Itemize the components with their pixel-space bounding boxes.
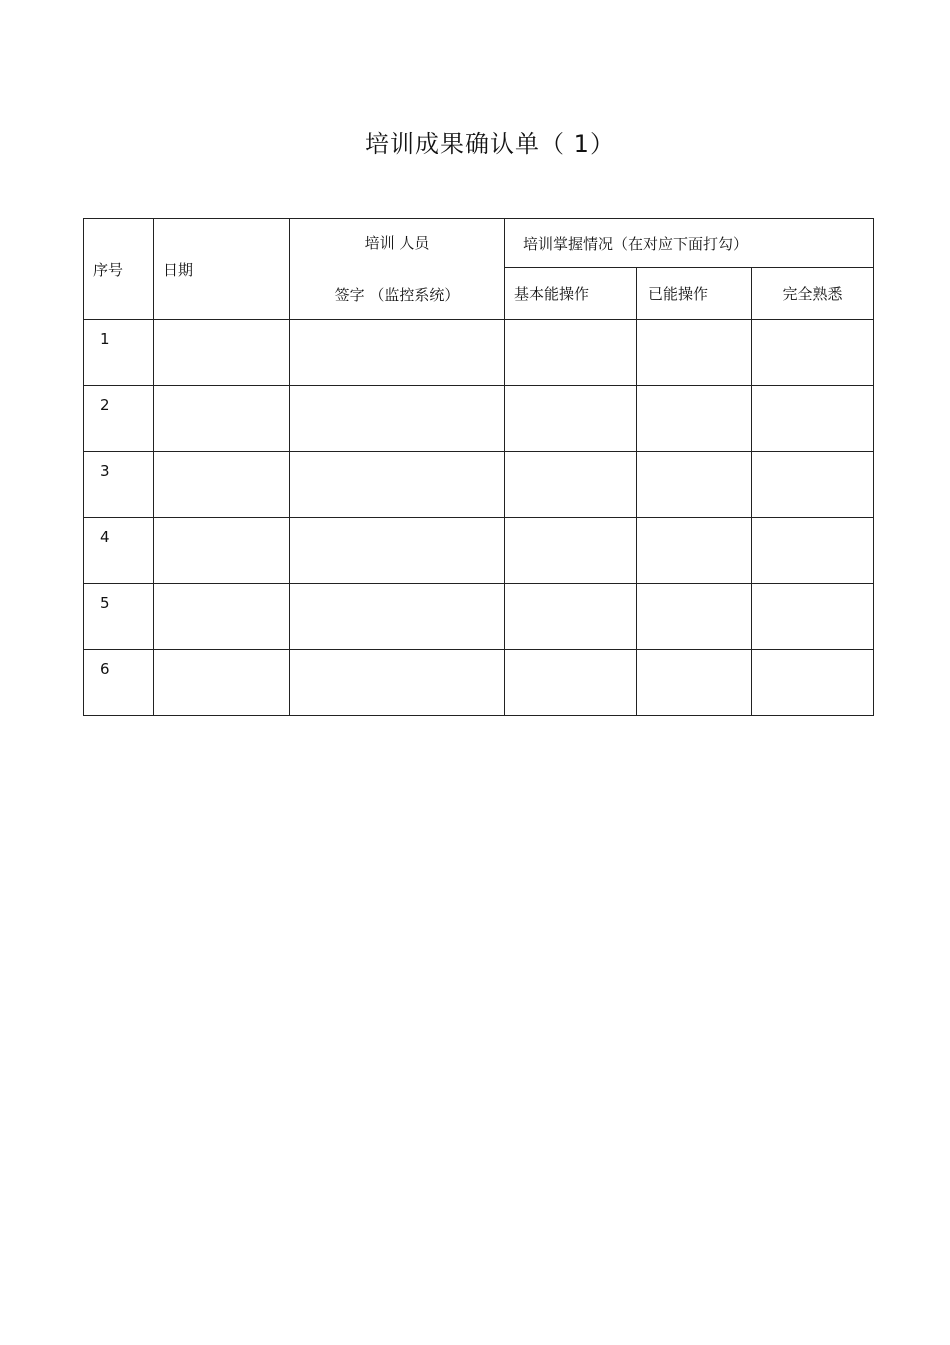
header-date: 日期 xyxy=(154,219,290,320)
can-check-cell[interactable] xyxy=(637,584,752,650)
signature-cell[interactable] xyxy=(290,584,505,650)
row-index: 6 xyxy=(84,650,154,716)
full-check-cell[interactable] xyxy=(752,452,874,518)
can-check-cell[interactable] xyxy=(637,518,752,584)
can-check-cell[interactable] xyxy=(637,452,752,518)
table-row xyxy=(84,518,874,584)
signature-cell[interactable] xyxy=(290,650,505,716)
date-cell[interactable] xyxy=(154,650,290,716)
table-row xyxy=(84,386,874,452)
row-index: 4 xyxy=(84,518,154,584)
date-cell[interactable] xyxy=(154,518,290,584)
basic-check-cell[interactable] xyxy=(505,386,637,452)
table-row xyxy=(84,650,874,716)
basic-check-cell[interactable] xyxy=(505,518,637,584)
training-confirmation-table xyxy=(83,218,874,716)
table-row xyxy=(84,584,874,650)
date-cell[interactable] xyxy=(154,320,290,386)
table-row xyxy=(84,320,874,386)
signature-cell[interactable] xyxy=(290,320,505,386)
basic-check-cell[interactable] xyxy=(505,320,637,386)
header-trainee-line2: 签字 （监控系统） xyxy=(334,286,460,304)
row-index: 5 xyxy=(84,584,154,650)
date-cell[interactable] xyxy=(154,452,290,518)
header-mastery: 培训掌握情况（在对应下面打勾） xyxy=(505,219,874,268)
header-trainee-signature xyxy=(290,219,505,320)
header-level-full: 完全熟悉 xyxy=(752,268,874,320)
can-check-cell[interactable] xyxy=(637,386,752,452)
basic-check-cell[interactable] xyxy=(505,650,637,716)
signature-cell[interactable] xyxy=(290,452,505,518)
header-seq: 序号 xyxy=(84,219,154,320)
date-cell[interactable] xyxy=(154,386,290,452)
signature-cell[interactable] xyxy=(290,386,505,452)
header-level-basic: 基本能操作 xyxy=(505,268,637,320)
row-index: 1 xyxy=(84,320,154,386)
full-check-cell[interactable] xyxy=(752,320,874,386)
table-row xyxy=(84,452,874,518)
date-cell[interactable] xyxy=(154,584,290,650)
full-check-cell[interactable] xyxy=(752,386,874,452)
document-title: 培训成果确认单（ 1） xyxy=(365,130,615,158)
header-level-can: 已能操作 xyxy=(637,268,752,320)
signature-cell[interactable] xyxy=(290,518,505,584)
full-check-cell[interactable] xyxy=(752,518,874,584)
full-check-cell[interactable] xyxy=(752,650,874,716)
header-row-top xyxy=(84,219,874,268)
row-index: 3 xyxy=(84,452,154,518)
can-check-cell[interactable] xyxy=(637,650,752,716)
full-check-cell[interactable] xyxy=(752,584,874,650)
header-trainee-line1: 培训 人员 xyxy=(364,234,430,252)
can-check-cell[interactable] xyxy=(637,320,752,386)
basic-check-cell[interactable] xyxy=(505,584,637,650)
basic-check-cell[interactable] xyxy=(505,452,637,518)
row-index: 2 xyxy=(84,386,154,452)
